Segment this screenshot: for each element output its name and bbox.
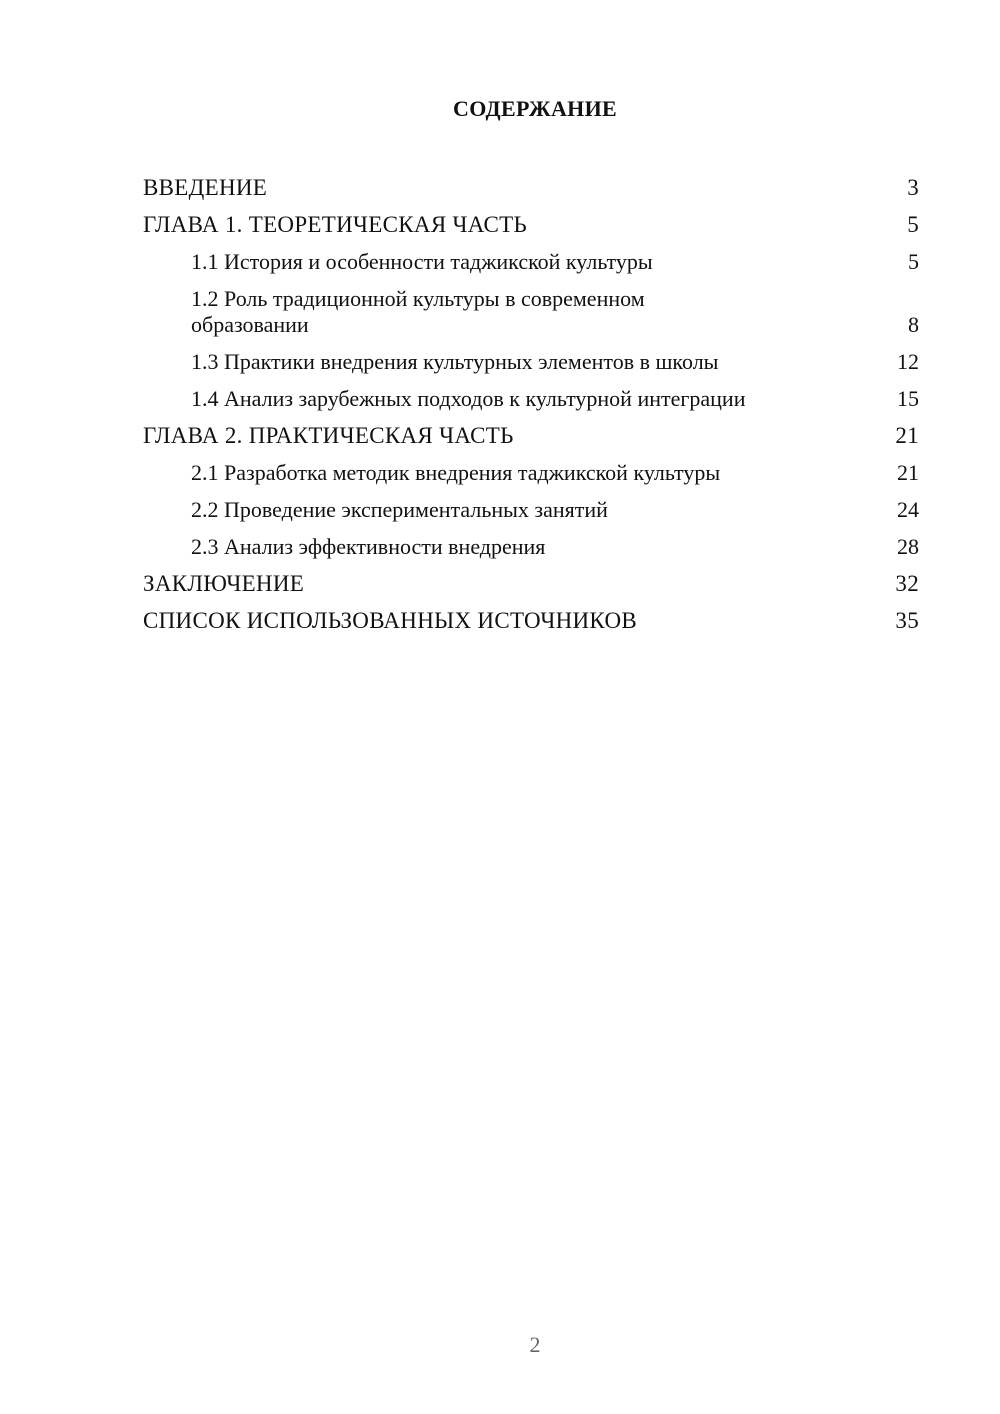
toc-entry-page: 35 [895, 608, 919, 633]
toc-entry-label: ВВЕДЕНИЕ [143, 175, 268, 200]
page-title: СОДЕРЖАНИЕ [453, 96, 617, 121]
toc-entry-label: 1.2 Роль традиционной культуры в современном образовании [191, 286, 645, 337]
toc-entry-page: 5 [907, 212, 919, 237]
toc-entry-page: 32 [895, 571, 919, 596]
toc-entry-introduction[interactable] [143, 168, 919, 205]
toc-entry-section-1-2[interactable] [143, 279, 919, 342]
toc-entry-label: 2.3 Анализ эффективности внедрения [191, 534, 546, 559]
table-of-contents [143, 168, 919, 638]
toc-entry-label: 2.1 Разработка методик внедрения таджикской культуры [191, 460, 721, 485]
toc-entry-label: ГЛАВА 1. ТЕОРЕТИЧЕСКАЯ ЧАСТЬ [143, 212, 528, 237]
toc-entry-section-2-3[interactable] [143, 527, 919, 564]
toc-entry-label: 1.4 Анализ зарубежных подходов к культурной интеграции [191, 386, 746, 411]
toc-entry-page: 15 [897, 386, 919, 411]
toc-entry-label: 1.3 Практики внедрения культурных элементов в школы [191, 349, 719, 374]
toc-entry-section-2-1[interactable] [143, 453, 919, 490]
page-number: 2 [529, 1332, 541, 1357]
toc-entry-label: СПИСОК ИСПОЛЬЗОВАННЫХ ИСТОЧНИКОВ [143, 608, 638, 633]
toc-entry-page: 12 [897, 349, 919, 374]
toc-entry-page: 8 [908, 312, 919, 337]
toc-entry-section-1-1[interactable] [143, 242, 919, 279]
toc-entry-label: 2.2 Проведение экспериментальных занятий [191, 497, 608, 522]
toc-entry-page: 3 [907, 175, 919, 200]
toc-entry-chapter-1[interactable] [143, 205, 919, 242]
toc-entry-page: 5 [908, 249, 919, 274]
toc-entry-section-2-2[interactable] [143, 490, 919, 527]
toc-entry-page: 28 [897, 534, 919, 559]
toc-entry-references[interactable] [143, 601, 919, 638]
toc-entry-chapter-2[interactable] [143, 416, 919, 453]
toc-entry-conclusion[interactable] [143, 564, 919, 601]
toc-entry-section-1-3[interactable] [143, 342, 919, 379]
toc-entry-page: 21 [895, 423, 919, 448]
toc-entry-page: 21 [897, 460, 919, 485]
toc-entry-label: ГЛАВА 2. ПРАКТИЧЕСКАЯ ЧАСТЬ [143, 423, 514, 448]
toc-entry-section-1-4[interactable] [143, 379, 919, 416]
toc-entry-label: ЗАКЛЮЧЕНИЕ [143, 571, 305, 596]
toc-entry-page: 24 [897, 497, 919, 522]
toc-entry-label: 1.1 История и особенности таджикской культуры [191, 249, 653, 274]
